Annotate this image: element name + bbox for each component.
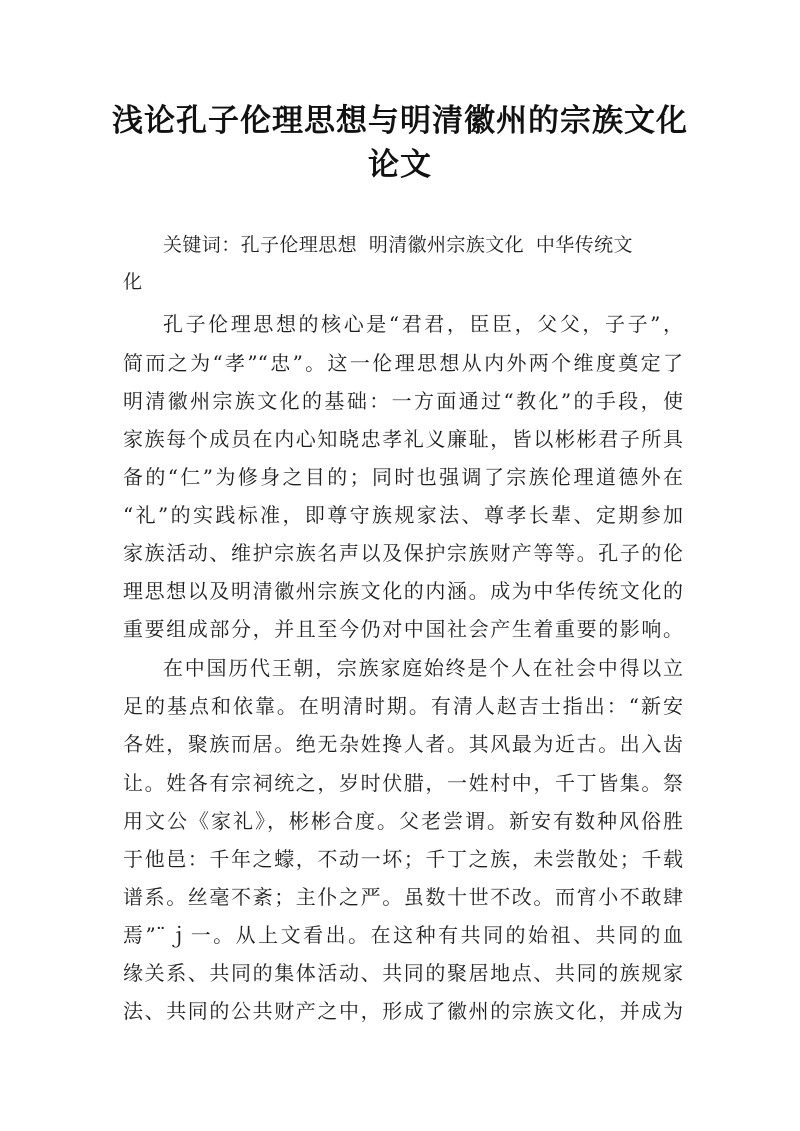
paragraph-line: 用文公《家礼》，彬彬合度。父老尝谓。新安有数种风俗胜 (123, 809, 683, 833)
keywords-line: 关键词：孔子伦理思想 明清徽州宗族文化 中华传统文 (163, 234, 633, 256)
paragraph-line: 家族活动、维护宗族名声以及保护宗族财产等等。孔子的伦 (123, 541, 683, 565)
paragraph-line: 缘关系、共同的集体活动、共同的聚居地点、共同的族规家 (123, 961, 683, 985)
paragraph-line: 足的基点和依靠。在明清时期。有清人赵吉士指出：“新安 (123, 694, 683, 718)
document-title-line2: 论文 (368, 147, 432, 183)
paragraph-line: 简而之为“孝”“忠”。这一伦理思想从内外两个维度奠定了 (123, 351, 683, 375)
paragraph-line: 备的“仁”为修身之目的；同时也强调了宗族伦理道德外在 (123, 465, 683, 489)
paragraph-line: 明清徽州宗族文化的基础：一方面通过“教化”的手段，使 (123, 389, 683, 413)
paragraph-line: “礼”的实践标准，即尊守族规家法、尊孝长辈、定期参加 (123, 503, 683, 527)
paragraph-line: 家族每个成员在内心知晓忠孝礼义廉耻，皆以彬彬君子所具 (123, 427, 683, 451)
paragraph-line: 焉”¨ｊ一。从上文看出。在这种有共同的始祖、共同的血 (123, 923, 683, 947)
paragraph-line: 法、共同的公共财产之中，形成了徽州的宗族文化，并成为 (123, 999, 683, 1023)
paragraph-line: 于他邑：千年之蠓，不动一坏；千丁之族，未尝散处；千载 (123, 847, 683, 871)
paragraph-line: 让。姓各有宗祠统之，岁时伏腊，一姓村中，千丁皆集。祭 (123, 771, 683, 795)
keywords-line: 化 (123, 271, 143, 293)
paragraph-line: 孔子伦理思想的核心是“君君，臣臣，父父，子子”， (163, 312, 683, 336)
paragraph-line: 理思想以及明清徽州宗族文化的内涵。成为中华传统文化的 (123, 579, 683, 603)
paragraph-line: 重要组成部分，并且至今仍对中国社会产生着重要的影响。 (123, 617, 683, 641)
paragraph-line: 谱系。丝毫不紊；主仆之严。虽数十世不改。而宵小不敢肆 (123, 885, 683, 909)
paragraph-line: 在中国历代王朝，宗族家庭始终是个人在社会中得以立 (163, 656, 683, 680)
paragraph-line: 各姓，聚族而居。绝无杂姓搀人者。其风最为近古。出入齿 (123, 732, 683, 756)
document-title-line1: 浅论孔子伦理思想与明清徽州的宗族文化 (112, 103, 688, 139)
